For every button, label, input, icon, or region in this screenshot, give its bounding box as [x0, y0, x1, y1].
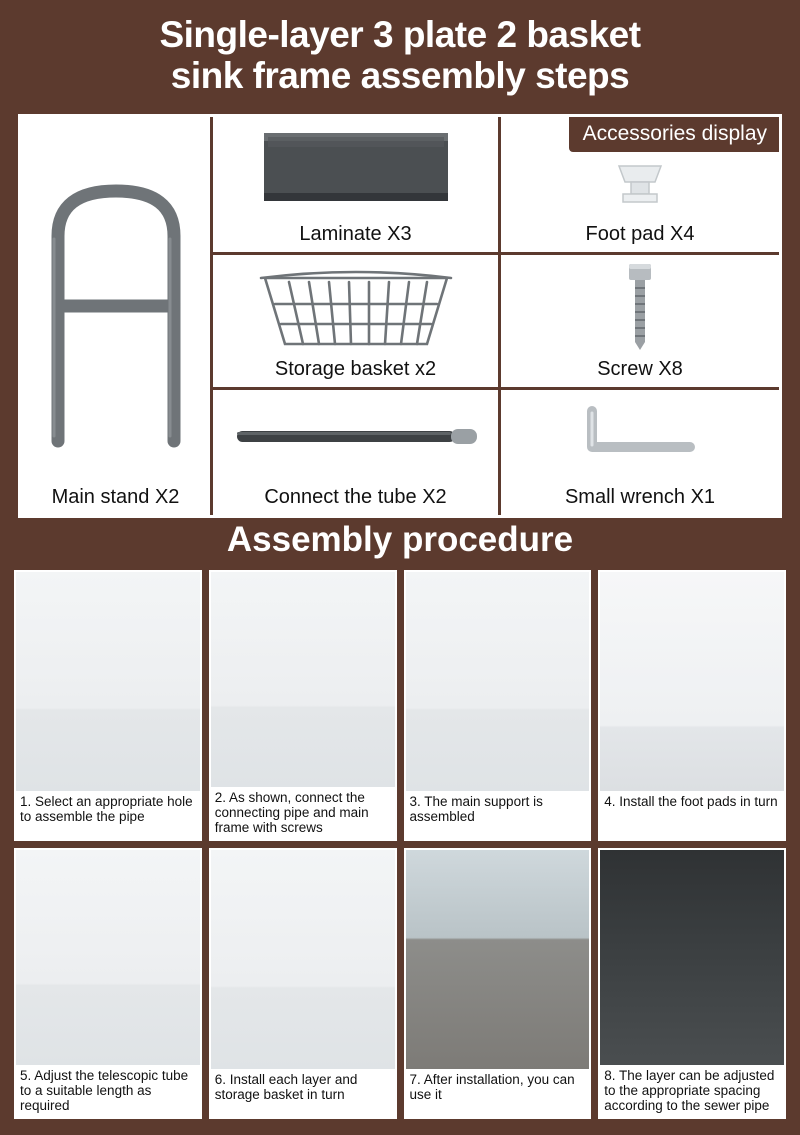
step-5-photo	[16, 850, 200, 1065]
title-line-2: sink frame assembly steps	[170, 55, 630, 97]
assembly-step-1	[14, 570, 202, 841]
assembly-heading: Assembly procedure	[226, 520, 574, 559]
tube-icon	[213, 390, 498, 484]
title-line-1: Single-layer 3 plate 2 basket	[159, 14, 641, 55]
wire-basket-icon	[213, 255, 498, 356]
parts-label-laminate: Laminate X3	[299, 223, 412, 245]
parts-table	[18, 114, 782, 518]
assembly-step-3	[404, 570, 592, 841]
step-2-photo	[211, 572, 395, 787]
parts-col-middle	[213, 117, 501, 515]
parts-label-foot-pad: Foot pad X4	[585, 223, 695, 245]
parts-label-tube: Connect the tube X2	[264, 486, 447, 508]
step-4-photo	[600, 572, 784, 791]
step-8-photo	[600, 850, 784, 1065]
page-title	[0, 0, 800, 97]
assembly-step-2	[209, 570, 397, 841]
parts-cell-laminate	[213, 117, 498, 252]
assembly-steps-grid	[14, 570, 786, 1119]
step-6-photo	[211, 850, 395, 1069]
parts-cell-screw	[501, 252, 779, 387]
assembly-step-8	[598, 848, 786, 1119]
screw-icon	[501, 255, 779, 356]
step-8-caption: 8. The layer can be adjusted to the appropriate spacing according to the sewer pipe	[600, 1065, 784, 1117]
step-1-photo	[16, 572, 200, 791]
step-1-caption: 1. Select an appropriate hole to assemble the pipe	[16, 791, 200, 839]
step-6-caption: 6. Install each layer and storage basket in turn	[211, 1069, 395, 1117]
parts-cell-main-stand	[21, 117, 213, 515]
shelf-board-icon	[213, 117, 498, 221]
assembly-step-4	[598, 570, 786, 841]
step-3-photo	[406, 572, 590, 791]
parts-cell-wrench	[501, 387, 779, 515]
step-3-caption: 3. The main support is assembled	[406, 791, 590, 839]
parts-col-right	[501, 117, 779, 515]
step-7-photo	[406, 850, 590, 1069]
parts-cell-basket	[213, 252, 498, 387]
step-5-caption: 5. Adjust the telescopic tube to a suitable length as required	[16, 1065, 200, 1117]
assembly-step-5	[14, 848, 202, 1119]
parts-label-wrench: Small wrench X1	[564, 486, 716, 508]
step-4-caption: 4. Install the foot pads in turn	[600, 791, 784, 839]
assembly-step-7	[404, 848, 592, 1119]
accessories-display-banner: Accessories display	[569, 117, 779, 152]
parts-label-screw: Screw X8	[597, 358, 683, 380]
parts-label-main-stand: Main stand X2	[51, 486, 180, 508]
assembly-step-6	[209, 848, 397, 1119]
parts-cell-tube	[213, 387, 498, 515]
allen-wrench-icon	[501, 390, 779, 484]
step-7-caption: 7. After installation, you can use it	[406, 1069, 590, 1117]
frame-icon	[21, 117, 210, 484]
step-2-caption: 2. As shown, connect the connecting pipe and main frame with screws	[211, 787, 395, 839]
parts-label-basket: Storage basket x2	[274, 358, 437, 380]
